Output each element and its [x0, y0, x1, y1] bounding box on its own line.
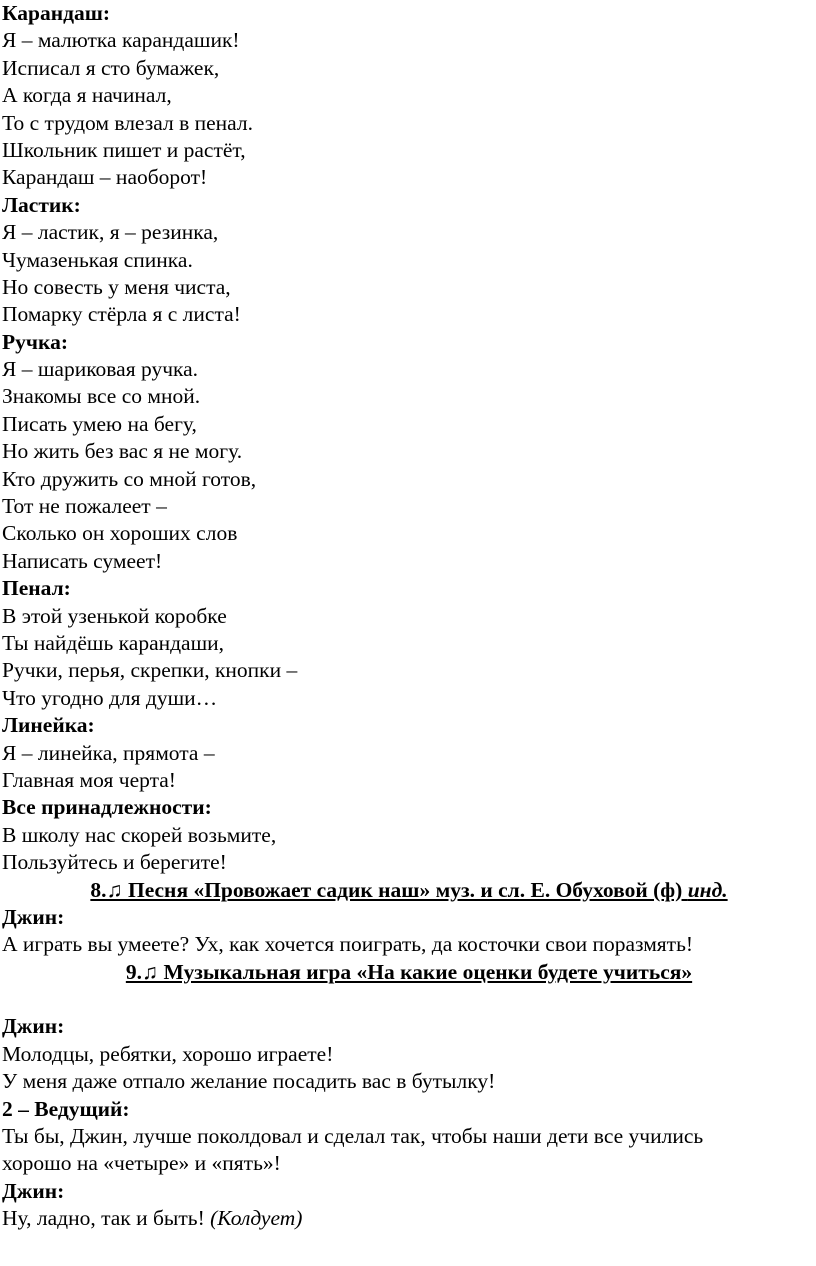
- dialogue-line: хорошо на «четыре» и «пять»!: [2, 1151, 281, 1176]
- verse-line: Писать умею на бегу,: [2, 411, 197, 436]
- verse-line: А когда я начинал,: [2, 83, 172, 108]
- verse-line: Но жить без вас я не могу.: [2, 439, 243, 464]
- verse-line: Написать сумеет!: [2, 548, 163, 573]
- verse-line: Кто дружить со мной готов,: [2, 466, 257, 491]
- speaker-karandash: Карандаш:: [2, 1, 111, 25]
- verse-line: Ты найдёшь карандаши,: [2, 630, 225, 655]
- verse-line: То с трудом влезал в пенал.: [2, 110, 253, 135]
- verse-line: Карандаш – наоборот!: [2, 165, 208, 190]
- heading-italic-note: инд.: [687, 877, 728, 902]
- speaker-penal: Пенал:: [2, 576, 71, 601]
- speaker-lastik: Ластик:: [2, 192, 81, 217]
- verse-line: В школу нас скорей возьмите,: [2, 822, 277, 847]
- section-heading-song: [2, 877, 816, 904]
- speaker-vse-prinadlezhnosti: Все принадлежности:: [2, 795, 212, 820]
- verse-line: Что угодно для души…: [2, 685, 218, 710]
- dialogue-line: Молодцы, ребятки, хорошо играете!: [2, 1041, 334, 1066]
- verse-line: Но совесть у меня чиста,: [2, 274, 231, 299]
- heading-text: 8.♫ Песня «Провожает садик наш» муз. и сл. Е. Обуховой (ф): [90, 877, 688, 902]
- verse-line: Школьник пишет и растёт,: [2, 137, 246, 162]
- verse-line: Тот не пожалеет –: [2, 494, 167, 519]
- dialogue-line: [2, 1205, 816, 1232]
- verse-line: Я – линейка, прямота –: [2, 740, 215, 765]
- dialogue-line: У меня даже отпало желание посадить вас в бутылку!: [2, 1069, 496, 1094]
- blank-line: [2, 986, 816, 1013]
- verse-line: Сколько он хороших слов: [2, 521, 238, 546]
- verse-line: Главная моя черта!: [2, 767, 176, 792]
- verse-line: В этой узенькой коробке: [2, 603, 227, 628]
- verse-line: Пользуйтесь и берегите!: [2, 850, 227, 875]
- dialogue-line: А играть вы умеете? Ух, как хочется поиграть, да косточки свои поразмять!: [2, 932, 694, 957]
- stage-direction: (Колдует): [210, 1206, 303, 1231]
- speaker-lineyka: Линейка:: [2, 713, 95, 738]
- verse-line: Я – малютка карандашик!: [2, 28, 240, 53]
- verse-line: Я – шариковая ручка.: [2, 357, 199, 382]
- verse-line: Исписал я сто бумажек,: [2, 55, 220, 80]
- verse-line: Чумазенькая спинка.: [2, 247, 193, 272]
- verse-line: Помарку стёрла я с листа!: [2, 302, 241, 327]
- speaker-dzhin: Джин:: [2, 1178, 65, 1203]
- section-heading-game: 9.♫ Музыкальная игра «На какие оценки будете учиться»: [125, 959, 693, 984]
- dialogue-text: Ну, ладно, так и быть!: [2, 1206, 211, 1231]
- speaker-vedushchiy-2: 2 – Ведущий:: [2, 1096, 130, 1121]
- speaker-ruchka: Ручка:: [2, 329, 68, 354]
- speaker-dzhin: Джин:: [2, 1014, 65, 1039]
- speaker-dzhin: Джин:: [2, 904, 65, 929]
- verse-line: Знакомы все со мной.: [2, 384, 201, 409]
- dialogue-line: Ты бы, Джин, лучше поколдовал и сделал так, чтобы наши дети все учились: [2, 1124, 704, 1149]
- verse-line: Ручки, перья, скрепки, кнопки –: [2, 658, 298, 683]
- verse-line: Я – ластик, я – резинка,: [2, 220, 219, 245]
